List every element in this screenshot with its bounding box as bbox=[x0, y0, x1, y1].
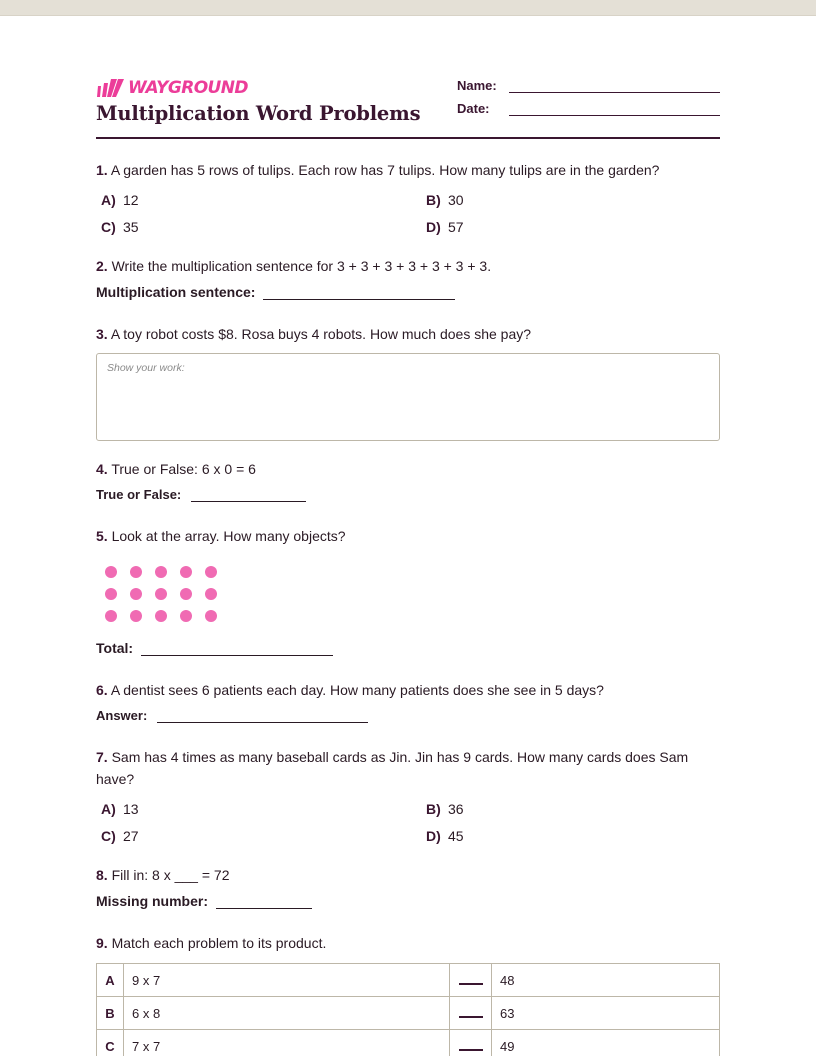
table-row bbox=[97, 964, 720, 997]
option-c[interactable]: C) 35 bbox=[101, 219, 139, 235]
date-label: Date: bbox=[457, 101, 490, 116]
date-field bbox=[457, 101, 720, 116]
table-row bbox=[97, 997, 720, 1030]
array-dot bbox=[130, 610, 142, 622]
array-dot bbox=[205, 588, 217, 600]
question-8: 8. Fill in: 8 x ___ = 72 bbox=[96, 867, 230, 883]
header-divider bbox=[96, 137, 720, 139]
answer-line[interactable] bbox=[141, 644, 333, 656]
answer-row-2 bbox=[96, 284, 455, 300]
array-dot bbox=[105, 566, 117, 578]
question-4: 4. True or False: 6 x 0 = 6 bbox=[96, 461, 256, 477]
brand-logo bbox=[96, 77, 248, 99]
page-title: Multiplication Word Problems bbox=[96, 102, 421, 125]
match-blank[interactable] bbox=[450, 964, 492, 997]
array-dot bbox=[180, 566, 192, 578]
question-number: 1. bbox=[96, 162, 108, 178]
array-dot bbox=[130, 588, 142, 600]
answer-row-5: Total: bbox=[96, 640, 333, 656]
array-dot bbox=[155, 566, 167, 578]
option-b[interactable]: B) 36 bbox=[426, 801, 464, 817]
answer-row-6: Answer: bbox=[96, 708, 368, 723]
answer-line[interactable] bbox=[157, 711, 368, 723]
answer-row-8: Missing number: bbox=[96, 893, 312, 909]
row-letter: B bbox=[97, 997, 124, 1030]
question-6: 6. A dentist sees 6 patients each day. How many patients does she see in 5 days? bbox=[96, 682, 604, 698]
option-c[interactable]: C) 27 bbox=[101, 828, 139, 844]
match-blank[interactable] bbox=[450, 1030, 492, 1056]
name-label: Name: bbox=[457, 78, 497, 93]
question-9: 9. Match each problem to its product. bbox=[96, 935, 327, 951]
array-dot bbox=[155, 610, 167, 622]
question-1 bbox=[96, 159, 720, 181]
option-b[interactable]: B) 30 bbox=[426, 192, 464, 208]
name-field bbox=[457, 78, 720, 93]
work-placeholder: Show your work: bbox=[107, 362, 185, 374]
date-line[interactable] bbox=[509, 102, 720, 116]
answer-label: Multiplication sentence: bbox=[96, 284, 256, 300]
row-product: 63 bbox=[492, 997, 720, 1030]
question-text: A garden has 5 rows of tulips. Each row has 7 tulips. How many tulips are in the garden? bbox=[110, 162, 660, 178]
match-blank[interactable] bbox=[450, 997, 492, 1030]
answer-line[interactable] bbox=[191, 490, 306, 502]
work-area[interactable] bbox=[96, 353, 720, 441]
row-problem: 7 x 7 bbox=[124, 1030, 450, 1056]
array-dot bbox=[105, 610, 117, 622]
row-product: 49 bbox=[492, 1030, 720, 1056]
brand-name: WAYGROUND bbox=[128, 78, 248, 98]
option-d[interactable]: D) 45 bbox=[426, 828, 464, 844]
row-problem: 9 x 7 bbox=[124, 964, 450, 997]
array-dot bbox=[180, 610, 192, 622]
row-problem: 6 x 8 bbox=[124, 997, 450, 1030]
array-dot bbox=[130, 566, 142, 578]
array-dot bbox=[205, 566, 217, 578]
dot-array bbox=[96, 560, 236, 632]
question-3: 3. A toy robot costs $8. Rosa buys 4 robots. How much does she pay? bbox=[96, 326, 532, 342]
row-letter: C bbox=[97, 1030, 124, 1056]
wayground-logo-icon bbox=[96, 79, 126, 97]
row-product: 48 bbox=[492, 964, 720, 997]
row-letter: A bbox=[97, 964, 124, 997]
array-dot bbox=[180, 588, 192, 600]
array-dot bbox=[105, 588, 117, 600]
top-bar bbox=[0, 0, 816, 16]
question-7: 7. Sam has 4 times as many baseball cards as Jin. Jin has 9 cards. How many cards does Sam have? bbox=[96, 749, 689, 787]
answer-row-4: True or False: bbox=[96, 487, 306, 502]
option-a[interactable]: A) 12 bbox=[101, 192, 139, 208]
question-2: 2. Write the multiplication sentence for 3 + 3 + 3 + 3 + 3 + 3 + 3. bbox=[96, 258, 492, 274]
array-dot bbox=[205, 610, 217, 622]
name-line[interactable] bbox=[509, 79, 720, 93]
answer-line[interactable] bbox=[263, 288, 455, 300]
array-dot bbox=[155, 588, 167, 600]
option-d[interactable]: D) 57 bbox=[426, 219, 464, 235]
answer-line[interactable] bbox=[216, 897, 312, 909]
table-row bbox=[97, 1030, 720, 1056]
question-5: 5. Look at the array. How many objects? bbox=[96, 528, 346, 544]
option-a[interactable]: A) 13 bbox=[101, 801, 139, 817]
matching-table bbox=[96, 963, 720, 1056]
